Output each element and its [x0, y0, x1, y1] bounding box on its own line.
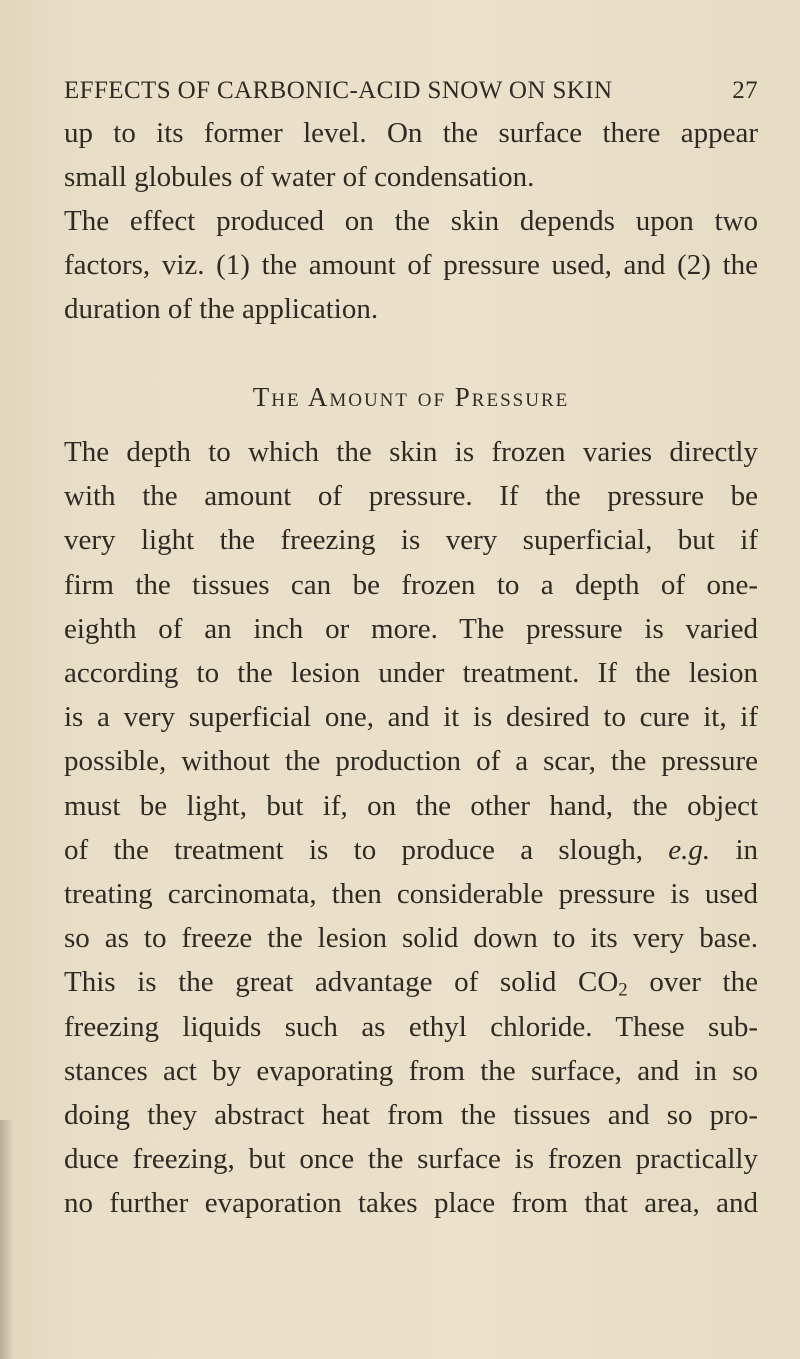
- text-line: possible, without the production of a scar, the pressure: [64, 745, 758, 778]
- text-fragment: in: [735, 833, 759, 866]
- text-line: according to the lesion under treatment. If the lesion: [64, 657, 758, 690]
- section-heading: The Amount of Pressure: [252, 382, 570, 412]
- text-line: up to its former level. On the surface there appear: [64, 117, 758, 149]
- paragraph-2: [64, 199, 758, 332]
- text-line: must be light, but if, on the other hand, the object: [64, 789, 758, 822]
- text-line: duration of the application.: [64, 293, 379, 326]
- text-line: duce freezing, but once the surface is frozen practically: [64, 1143, 758, 1176]
- page-edge-shadow: [0, 1120, 14, 1359]
- text-line: The effect produced on the skin depends upon two: [64, 205, 758, 237]
- text-line: [64, 960, 758, 1004]
- text-line: is a very superficial one, and it is desired to cure it, if: [64, 701, 758, 734]
- paragraph-1: [64, 111, 758, 199]
- subscript: 2: [618, 980, 628, 1002]
- text-line: firm the tissues can be frozen to a depth of one-: [64, 568, 758, 601]
- text-line: eighth of an inch or more. The pressure is varied: [64, 612, 758, 645]
- text-line: small globules of water of condensation.: [64, 161, 535, 194]
- text-line: The depth to which the skin is frozen varies directly: [64, 436, 758, 468]
- text-fragment: of the treatment is to produce a slough,: [64, 833, 643, 866]
- text-line: doing they abstract heat from the tissues and so pro-: [64, 1099, 758, 1132]
- paragraph-3: [64, 430, 758, 1226]
- text-fragment: This is the great advantage of solid CO: [64, 966, 619, 999]
- text-line: factors, viz. (1) the amount of pressure used, and (2) the: [64, 249, 758, 282]
- italic-abbreviation: e.g.: [668, 833, 711, 866]
- text-line: so as to freeze the lesion solid down to its very base.: [64, 922, 758, 955]
- text-line: with the amount of pressure. If the pressure be: [64, 480, 758, 513]
- text-fragment: over the: [649, 966, 758, 999]
- running-header: [64, 77, 758, 105]
- text-line: very light the freezing is very superficial, but if: [64, 524, 758, 557]
- page-number: 27: [732, 77, 758, 104]
- text-line: stances act by evaporating from the surface, and in so: [64, 1054, 758, 1087]
- text-line: no further evaporation takes place from that area, and: [64, 1187, 758, 1220]
- text-line: [64, 828, 758, 872]
- running-header-title: EFFECTS OF CARBONIC-ACID SNOW ON SKIN: [64, 77, 613, 104]
- text-line: treating carcinomata, then considerable pressure is used: [64, 878, 758, 911]
- text-line: freezing liquids such as ethyl chloride. These sub-: [64, 1010, 758, 1043]
